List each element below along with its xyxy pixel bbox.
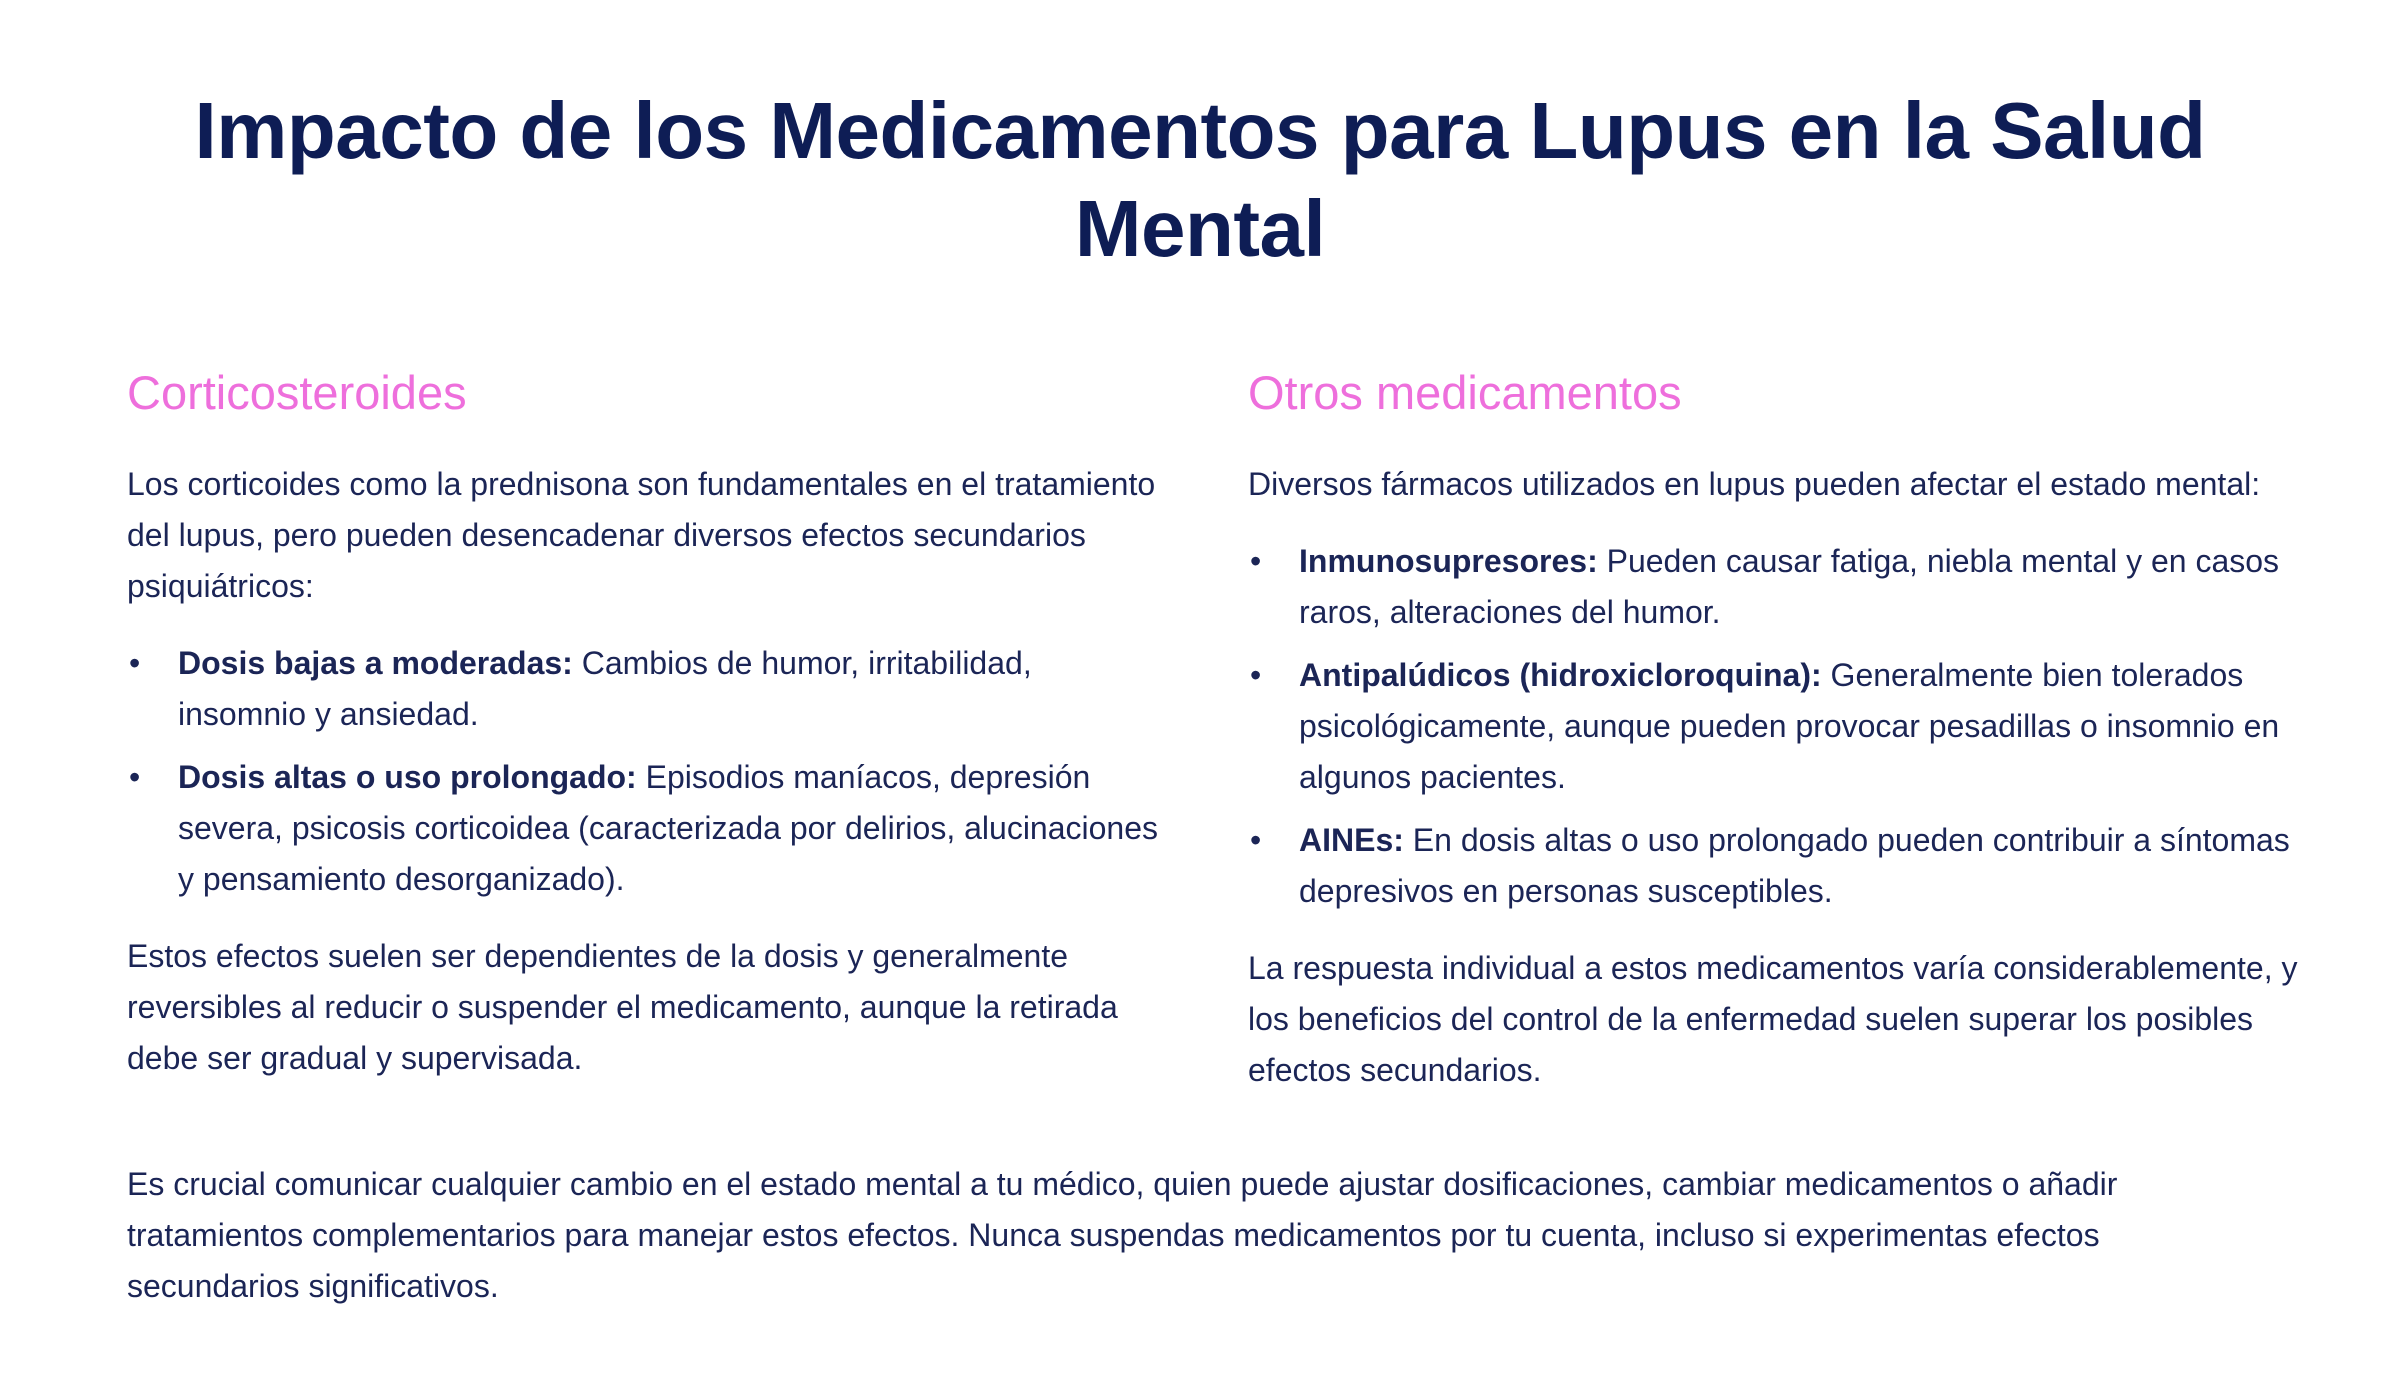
other-medications-heading: Otros medicamentos <box>1248 366 1682 419</box>
other-medications-column <box>1248 355 2308 1096</box>
page-title: Impacto de los Medicamentos para Lupus en la Salud Mental <box>194 86 2206 273</box>
corticosteroids-heading: Corticosteroides <box>127 366 467 419</box>
bullet-icon: • <box>1250 822 1262 858</box>
list-item <box>127 752 1167 905</box>
list-item-term: Antipalúdicos (hidroxicloroquina): <box>1299 657 1822 693</box>
corticosteroids-outro: Estos efectos suelen ser dependientes de la dosis y generalmente reversibles al reducir o suspender el medicamento, aunque la retirada debe ser gradual y supervisada. <box>127 938 1118 1076</box>
footer-note: Es crucial comunicar cualquier cambio en el estado mental a tu médico, quien puede ajustar dosificaciones, cambiar medicamentos o añadir tratamientos complementarios para manejar estos efectos. Nunca suspendas medicamentos por tu cuenta, incluso si experimentas efectos secundarios significativos. <box>127 1166 2118 1304</box>
list-item <box>1248 815 2308 917</box>
list-item-text: Episodios maníacos, depresión severa, psicosis corticoidea (caracterizada por delirios, alucinaciones y pensamiento desorganizado). <box>178 759 1159 897</box>
bullet-icon: • <box>129 759 141 795</box>
other-medications-outro: La respuesta individual a estos medicamentos varía considerablemente, y los beneficios del control de la enfermedad suelen superar los posibles efectos secundarios. <box>1248 950 2298 1088</box>
list-item-text: Pueden causar fatiga, niebla mental y en casos raros, alteraciones del humor. <box>1299 543 2280 630</box>
list-item-term: AINEs: <box>1299 822 1404 858</box>
list-item <box>127 638 1167 740</box>
corticosteroids-list <box>127 638 1167 905</box>
other-medications-intro: Diversos fármacos utilizados en lupus pueden afectar el estado mental: <box>1248 466 2261 502</box>
bullet-icon: • <box>1250 543 1262 579</box>
list-item <box>1248 650 2308 803</box>
list-item-term: Dosis bajas a moderadas: <box>178 645 573 681</box>
list-item-term: Dosis altas o uso prolongado: <box>178 759 637 795</box>
list-item-term: Inmunosupresores: <box>1299 543 1598 579</box>
list-item <box>1248 536 2308 638</box>
list-item-text: Cambios de humor, irritabilidad, insomnio y ansiedad. <box>178 645 1032 732</box>
bullet-icon: • <box>129 645 141 681</box>
corticosteroids-column <box>127 355 1167 1084</box>
list-item-text: En dosis altas o uso prolongado pueden contribuir a síntomas depresivos en personas susceptibles. <box>1299 822 2290 909</box>
bullet-icon: • <box>1250 657 1262 693</box>
list-item-text: Generalmente bien tolerados psicológicamente, aunque pueden provocar pesadillas o insomnio en algunos pacientes. <box>1299 657 2280 795</box>
other-medications-list <box>1248 536 2308 917</box>
corticosteroids-intro: Los corticoides como la prednisona son fundamentales en el tratamiento del lupus, pero pueden desencadenar diversos efectos secundarios psiquiátricos: <box>127 466 1156 604</box>
